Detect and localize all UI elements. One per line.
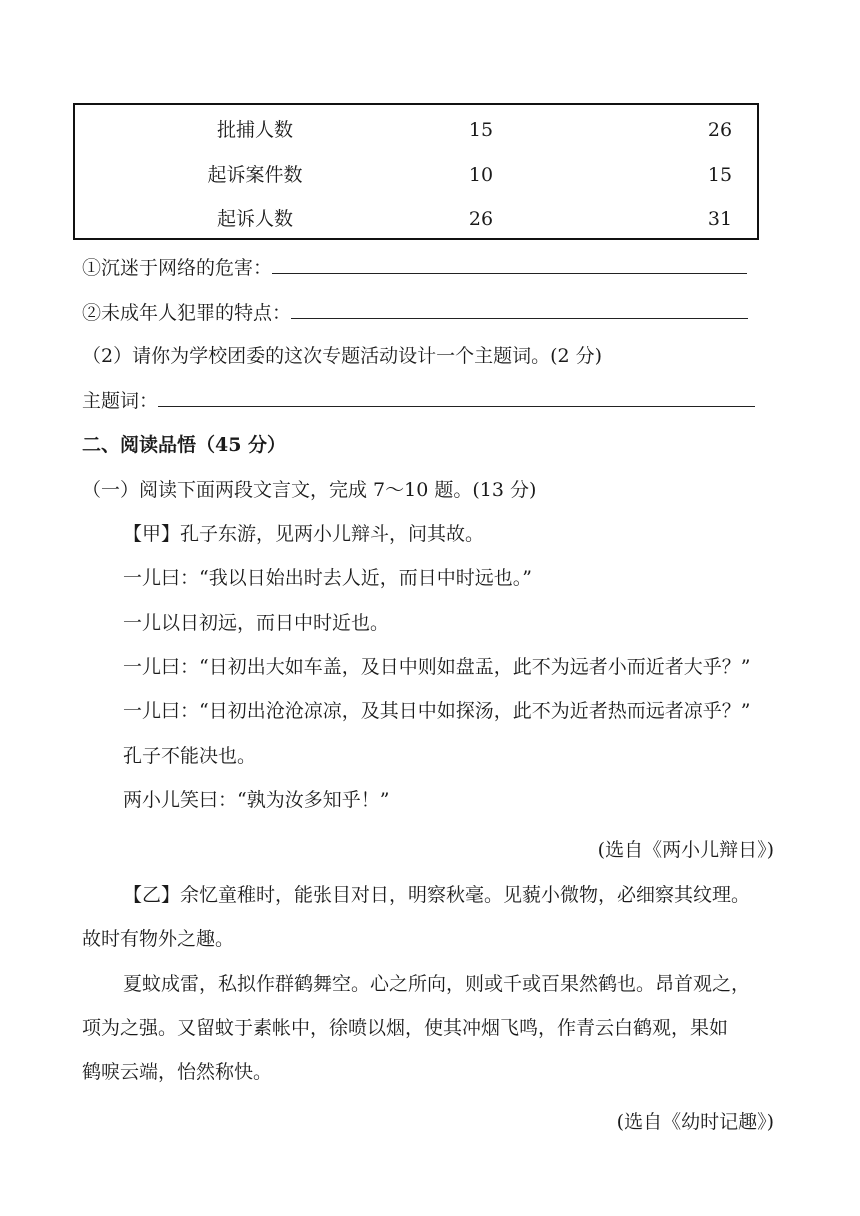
- row-label: 起诉人数: [216, 208, 293, 230]
- passage-a-line: 【甲】孔子东游，见两小儿辩斗，问其故。: [123, 523, 485, 545]
- passage-b-line: 故时有物外之趣。: [82, 928, 235, 950]
- row-label: 批捕人数: [216, 119, 293, 141]
- passage-a-line: 两小儿笑曰：“孰为汝多知乎！”: [123, 789, 390, 811]
- table-row: [75, 160, 757, 190]
- passage-a-line: 一儿曰：“我以日始出时去人近，而日中时远也。”: [123, 567, 532, 589]
- row-value-2: 15: [707, 164, 733, 186]
- passage-a-line: 孔子不能决也。: [123, 745, 257, 767]
- row-value-1: 15: [468, 119, 494, 141]
- table-row: [75, 204, 757, 234]
- passage-a-line: 一儿曰：“日初出大如车盖，及日中则如盘盂，此不为远者小而近者大乎？”: [123, 656, 751, 678]
- table-row: [75, 115, 757, 145]
- question-harm-label: ①沉迷于网络的危害：: [82, 257, 273, 279]
- question-theme: [82, 386, 755, 415]
- answer-blank-features[interactable]: [291, 298, 748, 319]
- row-value-2: 26: [707, 119, 733, 141]
- passage-a-line: 一儿曰：“日初出沧沧凉凉，及其日中如探汤，此不为近者热而远者凉乎？”: [123, 700, 751, 722]
- passage-b-line: 【乙】余忆童稚时，能张目对日，明察秋毫。见藐小微物，必细察其纹理。: [123, 884, 751, 906]
- passage-b-line: 夏蚊成雷，私拟作群鹤舞空。心之所向，则或千或百果然鹤也。昂首观之，: [123, 973, 751, 995]
- answer-blank-harm[interactable]: [272, 253, 747, 274]
- section-subheading: （一）阅读下面两段文言文，完成 7～10 题。(13 分): [82, 479, 537, 501]
- passage-b-line: 项为之强。又留蚊于素帐中，徐喷以烟，使其冲烟飞鸣，作青云白鹤观，果如: [82, 1017, 729, 1039]
- question-features-label: ②未成年人犯罪的特点：: [82, 302, 292, 324]
- theme-label: 主题词：: [82, 390, 159, 412]
- question-features: [82, 298, 748, 327]
- row-value-1: 26: [468, 208, 494, 230]
- answer-blank-theme[interactable]: [158, 386, 755, 407]
- question-part2: （2）请你为学校团委的这次专题活动设计一个主题词。(2 分): [82, 345, 603, 367]
- section-heading: 二、阅读品悟（45 分）: [82, 434, 287, 456]
- row-value-1: 10: [468, 164, 494, 186]
- question-harm: [82, 253, 747, 282]
- passage-b-line: 鹤唳云端，怡然称快。: [82, 1061, 273, 1083]
- row-label: 起诉案件数: [207, 164, 303, 186]
- passage-a-source: (选自《两小儿辩日》): [597, 839, 774, 861]
- row-value-2: 31: [707, 208, 733, 230]
- passage-b-source: (选自《幼时记趣》): [616, 1111, 774, 1133]
- passage-a-line: 一儿以日初远，而日中时近也。: [123, 612, 390, 634]
- statistics-table: [73, 103, 759, 240]
